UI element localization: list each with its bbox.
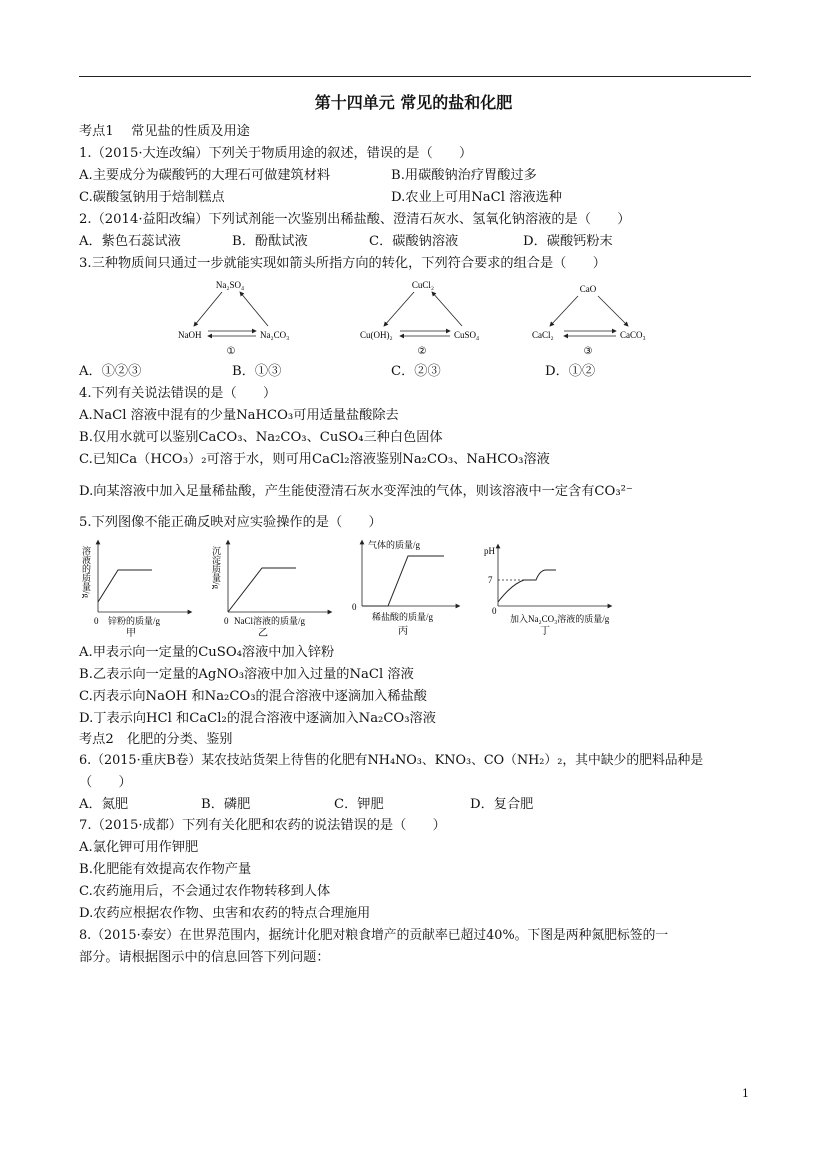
q7-option-d: D.农药应根据农作物、虫害和农药的特点合理施用 <box>79 906 371 921</box>
graph-bing-origin: 0 <box>352 602 357 612</box>
graph-jia-origin: 0 <box>94 616 99 626</box>
diagram3-number: ③ <box>583 346 593 357</box>
q4-option-c: C.已知Ca（HCO₃）₂可溶于水，则可用CaCl₂溶液鉴别Na₂CO₃、NaHCO₃溶液 <box>79 452 550 467</box>
diagram1-top: Na₂SO₄ <box>215 280 245 290</box>
graph-yi-ylabel: 沉淀质量/g <box>212 546 221 590</box>
graph-jia-name: 甲 <box>126 628 136 639</box>
q4-option-d: D.向某溶液中加入足量稀盐酸，产生能使澄清石灰水变浑浊的气体，则该溶液中一定含有CO₃²⁻ <box>79 484 633 499</box>
q6-option-b: B．磷肥 <box>201 797 251 812</box>
q7-option-b: B.化肥能有效提高农作物产量 <box>79 862 252 877</box>
q3-option-b: B．①③ <box>232 364 282 379</box>
graph-bing-xlabel: 稀盐酸的质量/g <box>372 612 434 622</box>
conversion-diagram-2 <box>356 276 496 358</box>
q3-option-a: A．①②③ <box>79 364 142 379</box>
graph-yi-name: 乙 <box>258 628 268 639</box>
q5-option-c: C.丙表示向NaOH 和Na₂CO₃的混合溶液中逐滴加入稀盐酸 <box>79 689 427 704</box>
graph-bing-name: 丙 <box>398 626 408 637</box>
graph-yi-origin: 0 <box>224 616 229 626</box>
graph-yi <box>212 536 334 640</box>
q7-stem: 7.（2015·成都）下列有关化肥和农药的说法错误的是（ ） <box>79 818 446 833</box>
graph-bing-ylabel: 气体的质量/g <box>368 540 421 550</box>
q1-stem: 1.（2015·大连改编）下列关于物质用途的叙述，错误的是（ ） <box>79 146 473 161</box>
header-rule <box>79 76 751 77</box>
graph-ding-name: 丁 <box>540 626 550 637</box>
graph-ding-origin: 0 <box>492 606 497 616</box>
diagram3-top: CaO <box>579 284 597 294</box>
diagram1-left: NaOH <box>178 330 202 340</box>
q4-option-b: B.仅用水就可以鉴别CaCO₃、Na₂CO₃、CuSO₄三种白色固体 <box>79 430 443 445</box>
graph-jia-ylabel: 溶液的质量/g <box>82 546 91 599</box>
q1-option-c: C.碳酸氢钠用于焙制糕点 <box>79 190 225 205</box>
q5-option-b: B.乙表示向一定量的AgNO₃溶液中加入过量的NaCl 溶液 <box>79 667 414 682</box>
q6-option-c: C．钾肥 <box>334 797 384 812</box>
q5-stem: 5.下列图像不能正确反映对应实验操作的是（ ） <box>79 515 382 530</box>
graph-ding-xlabel: 加入Na₂CO₃溶液的质量/g <box>510 614 610 624</box>
q3-option-d: D．①② <box>545 364 596 379</box>
q4-stem: 4.下列有关说法错误的是（ ） <box>79 386 277 401</box>
diagram2-number: ② <box>417 346 427 357</box>
q8-line-1: 8.（2015·泰安）在世界范围内，据统计化肥对粮食增产的贡献率已超过40%。下图是两种氮肥标签的一 <box>79 928 669 943</box>
q2-option-c: C．碳酸钠溶液 <box>369 234 459 249</box>
diagram1-right: Na₂CO₃ <box>260 330 290 340</box>
section-heading-1: 考点1 常见盐的性质及用途 <box>79 124 250 139</box>
q2-option-a: A．紫色石蕊试液 <box>79 234 181 249</box>
page-number: 1 <box>742 1087 749 1100</box>
graph-jia-xlabel: 锌粉的质量/g <box>108 616 161 626</box>
conversion-diagram-3 <box>528 276 668 358</box>
q6-option-a: A．氮肥 <box>79 797 129 812</box>
q2-option-d: D．碳酸钙粉末 <box>523 234 613 249</box>
conversion-diagram-1 <box>168 276 308 358</box>
q1-option-d: D.农业上可用NaCl 溶液选种 <box>391 190 562 205</box>
q3-option-c: C．②③ <box>391 364 441 379</box>
q6-answer-paren: （ ） <box>79 775 132 790</box>
q5-option-d: D.丁表示向HCl 和CaCl₂的混合溶液中逐滴加入Na₂CO₃溶液 <box>79 711 436 726</box>
q2-option-b: B．酚酞试液 <box>232 234 308 249</box>
q5-option-a: A.甲表示向一定量的CuSO₄溶液中加入锌粉 <box>79 645 335 660</box>
q8-line-2: 部分。请根据图示中的信息回答下列问题： <box>79 950 330 965</box>
diagram3-left: CaCl₂ <box>532 330 554 340</box>
diagram2-right: CuSO₄ <box>454 330 480 340</box>
q1-option-b: B.用碳酸钠治疗胃酸过多 <box>391 168 537 183</box>
q3-stem: 3.三种物质间只通过一步就能实现如箭头所指方向的转化，下列符合要求的组合是（ ） <box>79 256 606 271</box>
q6-option-d: D．复合肥 <box>470 797 534 812</box>
q2-stem: 2.（2014·益阳改编）下列试剂能一次鉴别出稀盐酸、澄清石灰水、氢氧化钠溶液的是（ ） <box>79 212 631 227</box>
graph-bing <box>348 536 460 640</box>
graph-ding-ylabel: pH <box>484 546 495 556</box>
diagram3-right: CaCO₃ <box>620 330 646 340</box>
section-heading-2: 考点2 化肥的分类、鉴别 <box>79 732 233 747</box>
diagram2-top: CuCl₂ <box>411 280 435 290</box>
q7-option-c: C.农药施用后，不会通过农作物转移到人体 <box>79 884 331 899</box>
q7-option-a: A.氯化钾可用作钾肥 <box>79 840 199 855</box>
diagram1-number: ① <box>226 346 236 357</box>
graph-yi-xlabel: NaCl溶液的质量/g <box>234 616 305 626</box>
graph-jia <box>82 536 194 640</box>
q6-stem: 6.（2015·重庆B卷）某农技站货架上待售的化肥有NH₄NO₃、KNO₃、CO（NH₂）₂，其中缺少的肥料品种是 <box>79 753 704 768</box>
graph-ding-tick-7: 7 <box>488 575 493 585</box>
q1-option-a: A.主要成分为碳酸钙的大理石可做建筑材料 <box>79 168 331 183</box>
graph-ding <box>482 540 644 640</box>
q4-option-a: A.NaCl 溶液中混有的少量NaHCO₃可用适量盐酸除去 <box>79 408 399 423</box>
diagram2-left: Cu(OH)₂ <box>360 330 393 340</box>
page-title: 第十四单元 常见的盐和化肥 <box>314 93 513 112</box>
